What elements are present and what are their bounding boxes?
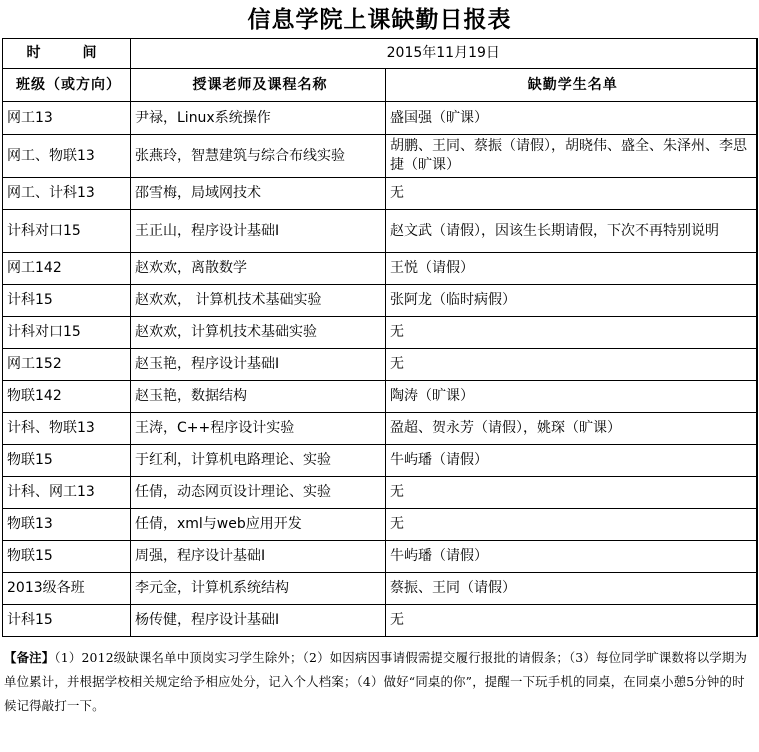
row-teacher-course-cell: 王涛，C++程序设计实验	[131, 413, 386, 445]
row-absent-students-cell: 陶涛（旷课）	[386, 381, 757, 413]
table-row	[3, 445, 757, 477]
table-row	[3, 605, 757, 637]
row-class-cell: 物联13	[3, 509, 131, 541]
attendance-table	[2, 38, 758, 637]
table-row	[3, 573, 757, 605]
table-row	[3, 477, 757, 509]
row-teacher-course-cell: 尹禄，Linux系统操作	[131, 102, 386, 135]
row-teacher-course-cell: 赵欢欢，离散数学	[131, 253, 386, 285]
header-teacher-course: 授课老师及课程名称	[131, 69, 386, 102]
row-absent-students-cell: 无	[386, 605, 757, 637]
table-row	[3, 253, 757, 285]
row-class-cell: 网工、物联13	[3, 135, 131, 178]
row-class-cell: 物联142	[3, 381, 131, 413]
row-absent-students-cell: 赵文武（请假），因该生长期请假，下次不再特别说明	[386, 210, 757, 253]
row-absent-students-cell: 牛屿璠（请假）	[386, 541, 757, 573]
report-date: 2015年11月19日	[131, 39, 757, 69]
row-absent-students-cell: 无	[386, 317, 757, 349]
row-absent-students-cell: 王悦（请假）	[386, 253, 757, 285]
row-class-cell: 计科、物联13	[3, 413, 131, 445]
row-class-cell: 计科、网工13	[3, 477, 131, 509]
row-teacher-course-cell: 王正山，程序设计基础I	[131, 210, 386, 253]
row-teacher-course-cell: 周强，程序设计基础I	[131, 541, 386, 573]
table-row	[3, 102, 757, 135]
row-teacher-course-cell: 李元金，计算机系统结构	[131, 573, 386, 605]
row-class-cell: 计科对口15	[3, 317, 131, 349]
row-absent-students-cell: 盛国强（旷课）	[386, 102, 757, 135]
row-teacher-course-cell: 任倩，动态网页设计理论、实验	[131, 477, 386, 509]
row-teacher-course-cell: 邵雪梅，局域网技术	[131, 178, 386, 210]
row-absent-students-cell: 牛屿璠（请假）	[386, 445, 757, 477]
table-row	[3, 135, 757, 178]
row-class-cell: 计科15	[3, 285, 131, 317]
row-class-cell: 网工142	[3, 253, 131, 285]
header-absent-students: 缺勤学生名单	[386, 69, 757, 102]
row-teacher-course-cell: 杨传健，程序设计基础I	[131, 605, 386, 637]
table-row	[3, 349, 757, 381]
row-absent-students-cell: 无	[386, 178, 757, 210]
row-class-cell: 计科15	[3, 605, 131, 637]
row-teacher-course-cell: 赵玉艳，程序设计基础I	[131, 349, 386, 381]
row-absent-students-cell: 盈超、贺永芳（请假），姚琛（旷课）	[386, 413, 757, 445]
row-teacher-course-cell: 赵欢欢， 计算机技术基础实验	[131, 285, 386, 317]
row-absent-students-cell: 无	[386, 509, 757, 541]
table-row	[3, 541, 757, 573]
row-class-cell: 物联15	[3, 445, 131, 477]
row-class-cell: 网工152	[3, 349, 131, 381]
row-absent-students-cell: 无	[386, 349, 757, 381]
row-class-cell: 计科对口15	[3, 210, 131, 253]
row-teacher-course-cell: 赵玉艳，数据结构	[131, 381, 386, 413]
row-absent-students-cell: 无	[386, 477, 757, 509]
remarks-tag: 【备注】	[4, 650, 55, 665]
table-row	[3, 381, 757, 413]
remarks-text: （1）2012级缺课名单中顶岗实习学生除外；（2）如因病因事请假需提交履行报批的请假条；（3）每位同学旷课数将以学期为单位累计，并根据学校相关规定给予相应处分，记入个人档案；（4）做好“同桌的你”，提醒一下玩手机的同桌，在同桌小憩5分钟的时候记得敲打一下。	[4, 650, 748, 713]
row-absent-students-cell: 蔡振、王同（请假）	[386, 573, 757, 605]
row-class-cell: 物联15	[3, 541, 131, 573]
row-class-cell: 网工13	[3, 102, 131, 135]
table-row	[3, 317, 757, 349]
row-class-cell: 2013级各班	[3, 573, 131, 605]
table-row	[3, 509, 757, 541]
row-absent-students-cell: 胡鹏、王同、蔡振（请假），胡晓伟、盛全、朱泽州、李思捷（旷课）	[386, 135, 757, 178]
remarks	[4, 646, 752, 718]
row-teacher-course-cell: 赵欢欢，计算机技术基础实验	[131, 317, 386, 349]
report-title: 信息学院上课缺勤日报表	[247, 6, 512, 33]
row-teacher-course-cell: 张燕玲，智慧建筑与综合布线实验	[131, 135, 386, 178]
table-row	[3, 285, 757, 317]
header-class: 班级（或方向）	[3, 69, 131, 102]
row-teacher-course-cell: 于红利，计算机电路理论、实验	[131, 445, 386, 477]
table-row	[3, 413, 757, 445]
row-teacher-course-cell: 任倩，xml与web应用开发	[131, 509, 386, 541]
table-row	[3, 210, 757, 253]
header-row	[3, 69, 757, 102]
time-row	[3, 39, 757, 69]
table-row	[3, 178, 757, 210]
row-absent-students-cell: 张阿龙（临时病假）	[386, 285, 757, 317]
row-class-cell: 网工、计科13	[3, 178, 131, 210]
time-label: 时 间	[3, 39, 131, 69]
